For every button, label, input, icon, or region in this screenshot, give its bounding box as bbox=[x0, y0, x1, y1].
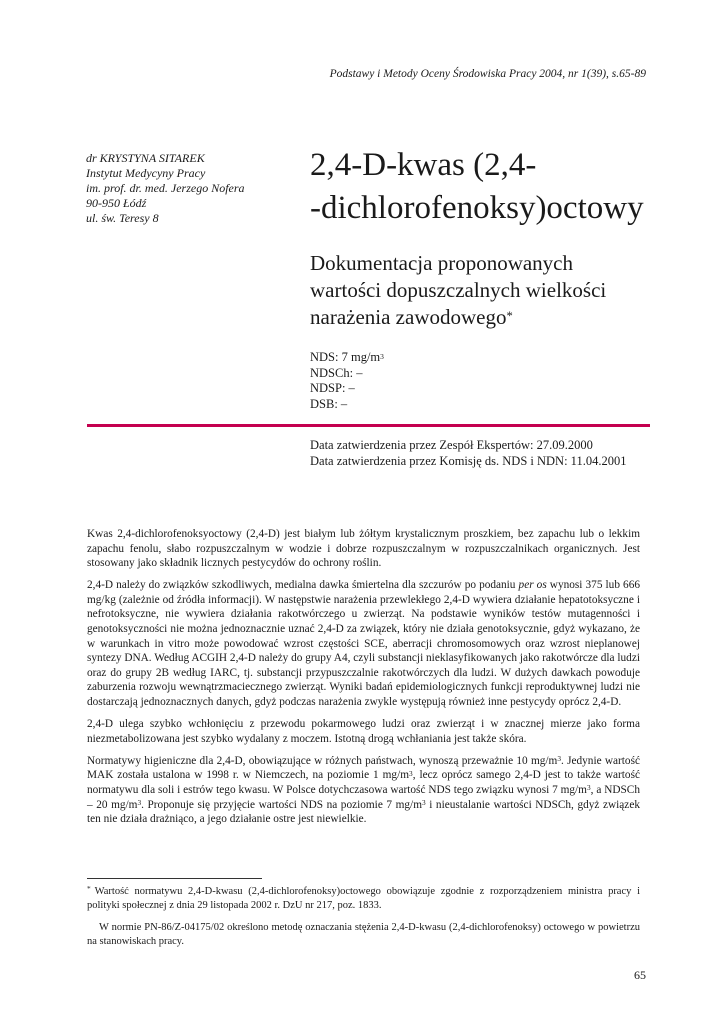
author-institute: Instytut Medycyny Pracy bbox=[86, 166, 206, 180]
article-title bbox=[310, 144, 710, 230]
article-subtitle bbox=[310, 250, 710, 331]
article-subtitle-line-3 bbox=[310, 304, 710, 331]
approval-date-commission: Data zatwierdzenia przez Komisję ds. NDS i NDN: 11.04.2001 bbox=[310, 453, 627, 468]
author-street: ul. św. Teresy 8 bbox=[86, 211, 159, 225]
limit-nds-exponent: 3 bbox=[380, 351, 384, 361]
author-name: dr KRYSTYNA SITAREK bbox=[86, 151, 205, 165]
paragraph-4-part-2: . Jedynie wartość MAK została ustalona w 1998 r. w Niemczech, na poziomie 1 mg/m bbox=[87, 754, 640, 782]
subtitle-text: narażenia zawodowego bbox=[310, 305, 507, 329]
paragraph-4 bbox=[87, 754, 640, 827]
footnote-marker: * bbox=[506, 309, 513, 324]
paragraph-3: 2,4-D ulega szybko wchłonięciu z przewodu pokarmowego ludzi oraz zwierząt i w znacznej mierze jako forma niezmetabolizowana jest szybko wydalany z moczem. Istotną drogą wchłaniania jest także skóra. bbox=[87, 718, 640, 745]
exponent: 3 bbox=[557, 754, 561, 764]
paragraph-4-part-5: . Proponuje się przyjęcie wartości NDS na poziomie 7 mg/m bbox=[141, 798, 422, 811]
limit-nds-text: NDS: 7 mg/m bbox=[310, 350, 381, 364]
paragraph-4-part-6: i nieustalanie wartości NDSCh, gdyż związek ten nie działa drażniąco, a jego działanie ostre jest niewielkie. bbox=[87, 798, 640, 826]
journal-citation: Podstawy i Metody Oceny Środowiska Pracy 2004, nr 1(39), s.65-89 bbox=[329, 68, 646, 80]
footnote-1-text: Wartość normatywu 2,4-D-kwasu (2,4-dichlorofenoksy)octowego obowiązuje zgodnie z rozporządzeniem ministra pracy i polityki społecznej z dnia 29 listopada 2002 r. DzU nr 217, poz. 1833. bbox=[87, 886, 640, 911]
paragraph-4-part-4: , a NDSCh – 20 mg/m bbox=[87, 784, 640, 811]
paragraph-2 bbox=[87, 578, 640, 709]
exponent: 3 bbox=[409, 768, 413, 778]
author-postal-code: 90-950 Łódź bbox=[86, 196, 147, 210]
page-number: 65 bbox=[634, 968, 646, 982]
limit-dsb: DSB: – bbox=[310, 396, 348, 411]
paragraph-2-part-1: 2,4-D należy do związków szkodliwych, medialna dawka śmiertelna dla szczurów po podaniu bbox=[87, 579, 519, 592]
paragraph-4-part-3: , lecz oprócz samego 2,4-D jest to także wartość normatywu dla soli i estrów tego kwasu. W Polsce dotychczasowa wartość NDS tego związku wynosi 7 mg/m bbox=[87, 769, 640, 796]
limit-ndsp: NDSP: – bbox=[310, 381, 355, 395]
article-subtitle-line-2: wartości dopuszczalnych wielkości bbox=[310, 278, 607, 302]
exponent: 3 bbox=[586, 783, 591, 793]
footnote-1-marker: * bbox=[87, 884, 91, 894]
section-divider bbox=[87, 424, 650, 427]
footnote-1 bbox=[87, 885, 640, 913]
exposure-limits bbox=[310, 350, 384, 412]
author-institute-name: im. prof. dr. med. Jerzego Nofera bbox=[86, 181, 245, 195]
article-title-line-1: 2,4-D-kwas (2,4- bbox=[310, 147, 537, 183]
article-title-line-2: -dichlorofenoksy)octowy bbox=[310, 190, 644, 226]
limit-ndsch: NDSCh: – bbox=[310, 365, 363, 380]
article-subtitle-line-1: Dokumentacja proponowanych bbox=[310, 251, 574, 275]
exponent: 3 bbox=[421, 798, 426, 808]
approval-date-experts: Data zatwierdzenia przez Zespół Ekspertów: 27.09.2000 bbox=[310, 438, 593, 452]
author-block bbox=[86, 151, 286, 226]
paragraph-4-part-1: Normatywy higieniczne dla 2,4-D, obowiązujące w różnych państwach, wynoszą przeważnie 10 mg/m bbox=[87, 754, 558, 767]
footnote-2: W normie PN-86/Z-04175/02 określono metodę oznaczania stężenia 2,4-D-kwasu (2,4-dichlorofenoksy) octowego w powietrzu na stanowiskach pracy. bbox=[87, 922, 640, 947]
paragraph-1: Kwas 2,4-dichlorofenoksyoctowy (2,4-D) jest białym lub żółtym krystalicznym proszkiem, bez zapachu lub o lekkim zapachu fenolu, słabo rozpuszczalnym w wodzie i dobrze rozpuszczalnym w rozpuszczalnikach organicznych. Jest stosowany jako składnik licznych pestycydów do ochrony roślin. bbox=[87, 528, 640, 570]
abstract-body bbox=[87, 527, 640, 834]
footnotes bbox=[87, 885, 640, 957]
paragraph-2-emphasis: per os bbox=[518, 579, 547, 592]
exponent: 3 bbox=[137, 798, 142, 808]
limit-nds bbox=[310, 350, 384, 366]
paragraph-2-part-2: wynosi 375 lub 666 mg/kg (zależnie od źródła informacji). W następstwie narażenia przewlekłego 2,4-D wywiera działanie hepatotoksyczne i nefrotoksyczne, nie wywiera działania rakotwórczego u zwierząt. Na podstawie wyników testów mutagenności i genotoksyczności nie można jednoznacznie uznać 2,4-D za związek, który nie działa genotoksycznie, gdyż wykazano, że w warunkach in vitro może powodować wzrost częstości SCE, aberracji chromosomowych oraz wzrost nieplanowej syntezy DNA. Według ACGIH 2,4-D należy do grupy A4, czyli substancji nieklasyfikowanych jako rakotwórcze dla ludzi oraz do grupy 2B według IARC, tj. substancji przypuszczalnie rakotwórczych dla ludzi. W dużych dawkach powoduje zaburzenia rozwoju wewnątrzmaciecznego zwierząt. Wyniki badań epidemiologicznych funkcji reproduktywnej ludzi nie dostarczają jednoznacznych danych, gdyż podczas narażenia zwykle występują również inne pestycydy oprócz 2,4-D. bbox=[87, 579, 641, 709]
footnote-divider bbox=[87, 878, 262, 879]
approval-dates bbox=[310, 438, 626, 469]
